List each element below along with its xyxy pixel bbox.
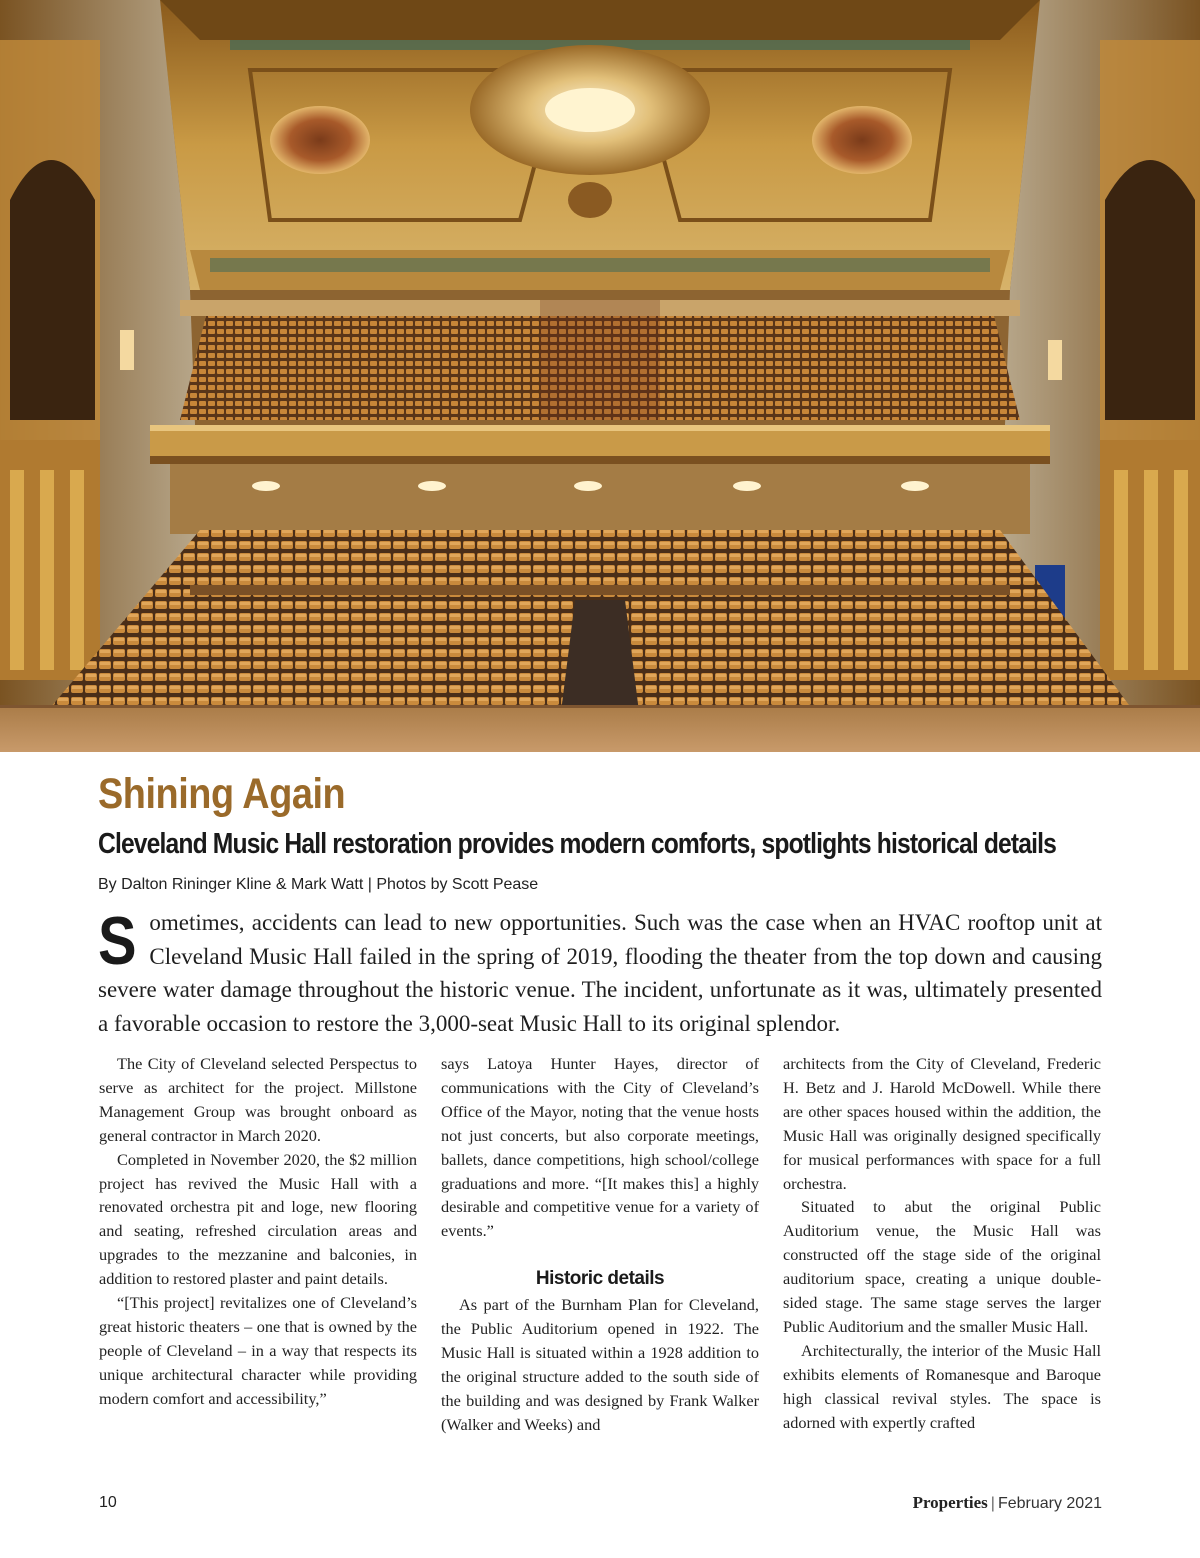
body-paragraph: says Latoya Hunter Hayes, director of communications with the City of Cleveland’s Office of the Mayor, noting that the venue hosts not just concerts, but also corporate meetings, ballets, dance competitions, high school/college graduations and more. “[It makes this] a highly desirable and competitive venue for a variety of events.” (441, 1054, 759, 1241)
article-title: Shining Again (98, 770, 346, 818)
body-paragraph: Situated to abut the original Public Auditorium venue, the Music Hall was constructed off the stage side of the original auditorium space, creating a unique double-sided stage. The same stage serves the larger Public Auditorium and the smaller Music Hall. (783, 1197, 1101, 1336)
article-subtitle: Cleveland Music Hall restoration provides modern comforts, spotlights historical details (98, 828, 1056, 860)
footer-separator: | (990, 1495, 995, 1512)
body-paragraph: architects from the City of Cleveland, Frederic H. Betz and J. Harold McDowell. While there are other spaces housed within the addition, the Music Hall was originally designed specifically for musical performances with space for a full orchestra. (783, 1054, 1101, 1193)
column-1 (99, 1052, 417, 1411)
body-paragraph: As part of the Burnham Plan for Cleveland, the Public Auditorium opened in 1922. The Music Hall is situated within a 1928 addition to the original structure added to the south side of the building and was designed by Frank Walker (Walker and Weeks) and (441, 1295, 759, 1434)
theater-interior-image (0, 0, 1200, 752)
byline: By Dalton Rininger Kline & Mark Watt | Photos by Scott Pease (98, 876, 539, 893)
publication-name: Properties (912, 1493, 988, 1512)
column-2 (441, 1052, 759, 1437)
lede-paragraph (98, 903, 1102, 1040)
hero-photo (0, 0, 1200, 752)
publication-footer (913, 1493, 1102, 1513)
page-number: 10 (99, 1494, 117, 1511)
body-paragraph: “[This project] revitalizes one of Cleveland’s great historic theaters – one that is owned by the people of Cleveland – in a way that respects its unique architectural character while providing modern comfort and accessibility,” (99, 1293, 417, 1408)
body-paragraph: Completed in November 2020, the $2 million project has revived the Music Hall with a renovated orchestra pit and loge, new flooring and seating, refreshed circulation areas and upgrades to the mezzanine and balconies, in addition to restored plaster and paint details. (99, 1149, 417, 1289)
column-3 (783, 1052, 1101, 1435)
body-paragraph: Architecturally, the interior of the Music Hall exhibits elements of Romanesque and Baroque high classical revival styles. The space is adorned with expertly crafted (783, 1340, 1101, 1432)
body-paragraph: The City of Cleveland selected Perspectus to serve as architect for the project. Millstone Management Group was brought onboard as general contractor in March 2020. (99, 1054, 417, 1145)
lede-text: ometimes, accidents can lead to new opportunities. Such was the case when an HVAC rooftop unit at Cleveland Music Hall failed in the spring of 2019, flooding the theater from the top down and causing severe water damage throughout the historic venue. The incident, unfortunate as it was, ultimately presented a favorable occasion to restore the 3,000-seat Music Hall to its original splendor. (98, 910, 1102, 1036)
section-heading: Historic details (535, 1268, 665, 1290)
issue-date: February 2021 (997, 1495, 1102, 1512)
drop-cap: S (98, 903, 137, 979)
